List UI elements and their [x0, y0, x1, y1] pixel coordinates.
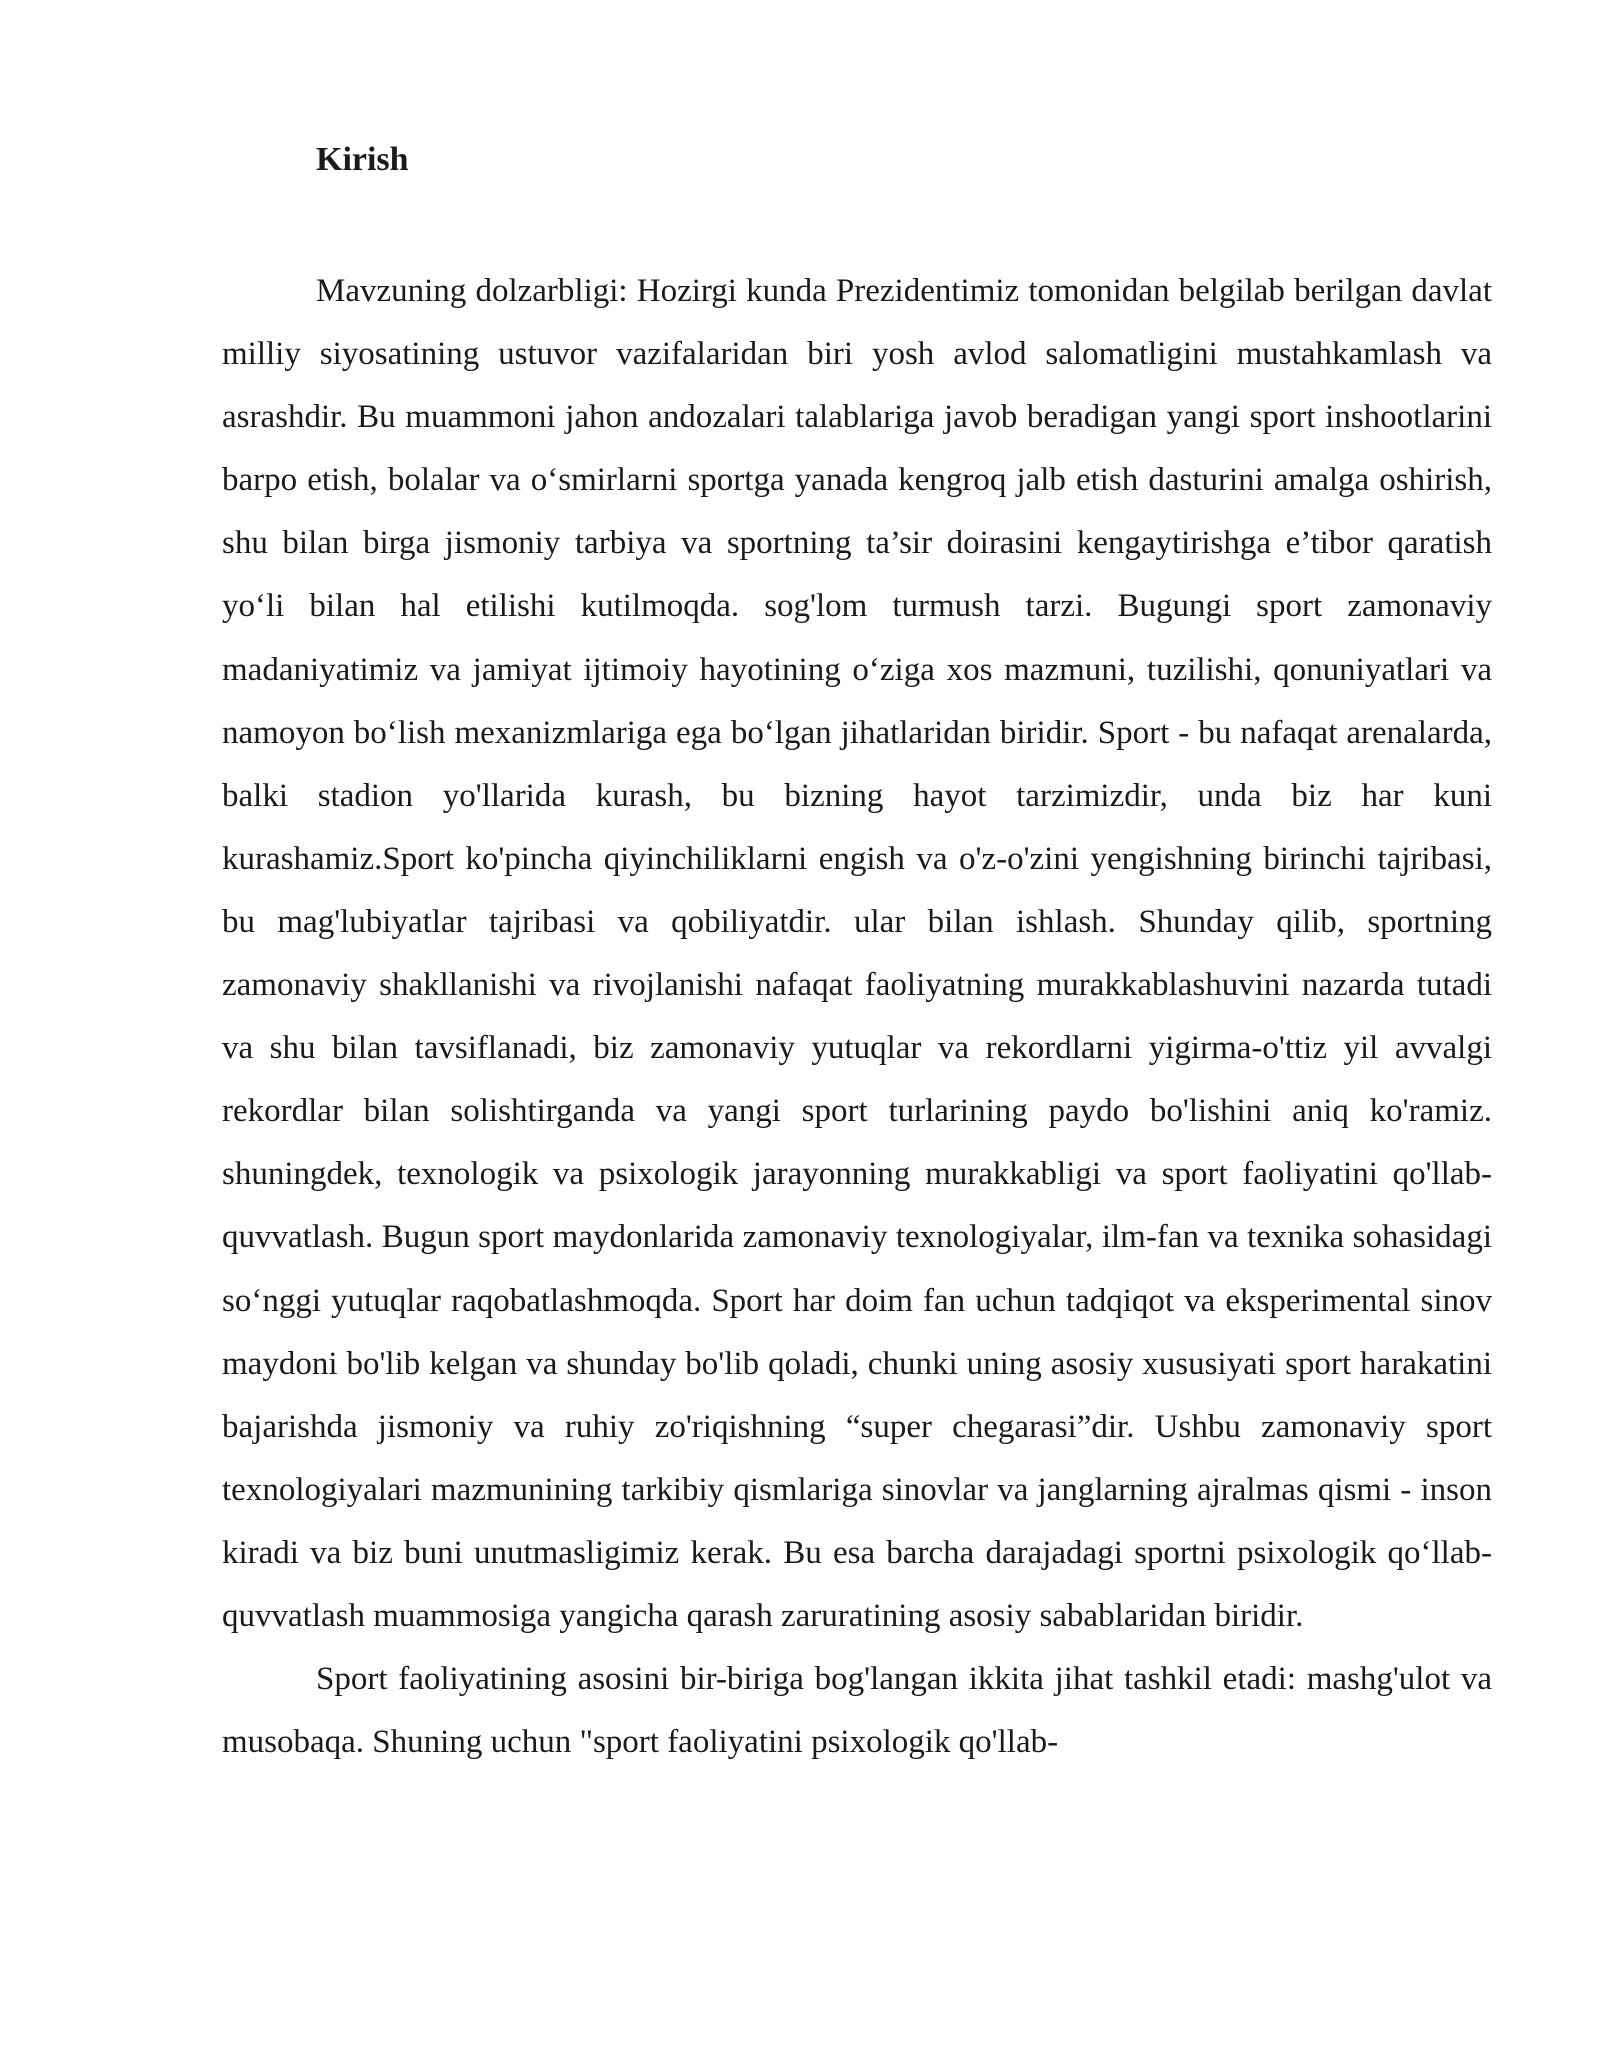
- paragraph-relevance: Mavzuning dolzarbligi: Hozirgi kunda Prezidentimiz tomonidan belgilab berilgan davlat milliy siyosatining ustuvor vazifalaridan biri yosh avlod salomatligini mustahkamlash va asrashdir. Bu muammoni jahon andozalari talablariga javob beradigan yangi sport inshootlarini barpo etish, bolalar va o‘smirlarni sportga yanada kengroq jalb etish dasturini amalga oshirish, shu bilan birga jismoniy tarbiya va sportning ta’sir doirasini kengaytirishga e’tibor qaratish yo‘li bilan hal etilishi kutilmoqda. sog'lom turmush tarzi. Bugungi sport zamonaviy madaniyatimiz va jamiyat ijtimoiy hayotining o‘ziga xos mazmuni, tuzilishi, qonuniyatlari va namoyon bo‘lish mexanizmlariga ega bo‘lgan jihatlaridan biridir. Sport - bu nafaqat arenalarda, balki stadion yo'llarida kurash, bu bizning hayot tarzimizdir, unda biz har kuni kurashamiz.Sport ko'pincha qiyinchiliklarni engish va o'z-o'zini yengishning birinchi tajribasi, bu mag'lubiyatlar tajribasi va qobiliyatdir. ular bilan ishlash. Shunday qilib, sportning zamonaviy shakllanishi va rivojlanishi nafaqat faoliyatning murakkablashuvini nazarda tutadi va shu bilan tavsiflanadi, biz zamonaviy yutuqlar va rekordlarni yigirma-o'ttiz yil avvalgi rekordlar bilan solishtirganda va yangi sport turlarining paydo bo'lishini aniq ko'ramiz. shuningdek, texnologik va psixologik jarayonning murakkabligi va sport faoliyatini qo'llab-quvvatlash. Bugun sport maydonlarida zamonaviy texnologiyalar, ilm-fan va texnika sohasidagi so‘nggi yutuqlar raqobatlashmoqda. Sport har doim fan uchun tadqiqot va eksperimental sinov maydoni bo'lib kelgan va shunday bo'lib qoladi, chunki uning asosiy xususiyati sport harakatini bajarishda jismoniy va ruhiy zo'riqishning “super chegarasi”dir. Ushbu zamonaviy sport texnologiyalari mazmunining tarkibiy qismlariga sinovlar va janglarning ajralmas qismi - inson kiradi va biz buni unutmasligimiz kerak. Bu esa barcha darajadagi sportni psixologik qo‘llab-quvvatlash muammosiga yangicha qarash zaruratining asosiy sabablaridan biridir.: [222, 273, 1492, 1634]
- paragraph-sport-activity: Sport faoliyatining asosini bir-biriga bog'langan ikkita jihat tashkil etadi: mashg'ulot va musobaqa. Shuning uchun "sport faoliyatini psixologik qo'llab-: [222, 1661, 1492, 1761]
- section-heading: Kirish: [316, 141, 409, 178]
- document-body: [222, 140, 1492, 1774]
